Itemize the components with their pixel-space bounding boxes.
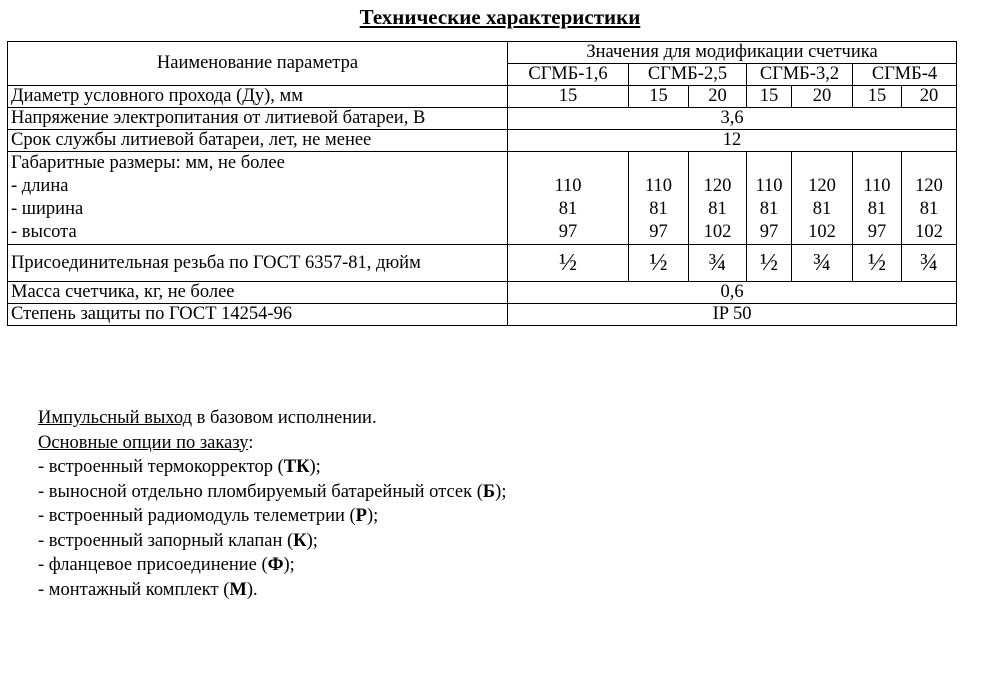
- pulse-output-line: [38, 406, 506, 431]
- spec-table: [7, 41, 957, 326]
- width-value: 81: [919, 199, 939, 219]
- height-value: 102: [915, 222, 943, 242]
- model-header: СГМБ-2,5: [629, 64, 747, 86]
- pulse-output-text: в базовом исполнении.: [191, 408, 377, 428]
- option-text: - выносной отдельно пломбируемый батарейный отсек (: [38, 481, 483, 502]
- option-item: [38, 455, 506, 480]
- dimensions-row: [8, 152, 957, 245]
- options-heading-term: Основные опции по заказу: [38, 432, 249, 453]
- option-item: [38, 529, 506, 554]
- model-header: СГМБ-4: [853, 64, 957, 86]
- table-cell: 15: [747, 86, 792, 108]
- option-item: [38, 578, 506, 603]
- table-cell: IP 50: [508, 304, 957, 326]
- page-title: Технические характеристики: [359, 5, 641, 29]
- table-cell: 12: [508, 130, 957, 152]
- option-item: [38, 553, 506, 578]
- option-end: );: [283, 555, 295, 575]
- table-cell: ¾: [792, 245, 853, 282]
- table-cell: ¾: [689, 245, 747, 282]
- height-value: 97: [649, 222, 668, 242]
- height-value: 102: [808, 222, 836, 242]
- option-item: [38, 504, 506, 529]
- height-value: 97: [558, 222, 578, 242]
- width-value: 81: [812, 199, 832, 219]
- options-heading-colon: :: [248, 432, 254, 453]
- table-cell: 15: [629, 86, 689, 108]
- diameter-row: [8, 86, 957, 108]
- width-value: 81: [759, 199, 779, 219]
- row-label: Масса счетчика, кг, не более: [8, 282, 508, 304]
- pulse-output-term: Импульсный выход: [38, 408, 192, 428]
- option-code: Б: [482, 481, 496, 502]
- width-value: 81: [708, 199, 727, 219]
- length-value: 110: [644, 176, 673, 196]
- length-value: 110: [554, 176, 582, 196]
- row-label: Степень защиты по ГОСТ 14254-96: [8, 304, 508, 326]
- notes-block: [38, 406, 506, 602]
- table-cell: 0,6: [508, 282, 957, 304]
- thread-row: [8, 245, 957, 282]
- table-cell: 15: [853, 86, 902, 108]
- option-text: - встроенный термокорректор (: [38, 457, 284, 477]
- mass-row: [8, 282, 957, 304]
- param-header: Наименование параметра: [8, 42, 508, 86]
- table-cell: 20: [902, 86, 957, 108]
- option-end: );: [306, 530, 318, 551]
- width-label: - ширина: [11, 199, 84, 219]
- length-label: - длина: [11, 176, 69, 196]
- values-header: Значения для модификации счетчика: [508, 42, 957, 64]
- table-cell: ¾: [902, 245, 957, 282]
- model-header: СГМБ-3,2: [747, 64, 853, 86]
- width-value: 81: [649, 199, 668, 219]
- option-end: );: [366, 506, 379, 526]
- header-row: [8, 42, 957, 64]
- length-value: 110: [863, 176, 891, 196]
- table-cell: [508, 152, 629, 245]
- row-label: Присоединительная резьба по ГОСТ 6357-81, дюйм: [8, 245, 508, 282]
- option-code: К: [293, 530, 307, 551]
- length-value: 120: [915, 176, 943, 196]
- height-value: 102: [703, 222, 732, 242]
- table-cell: [853, 152, 902, 245]
- battery-life-row: [8, 130, 957, 152]
- option-item: [38, 480, 506, 505]
- option-code: Ф: [267, 555, 284, 575]
- table-cell: ½: [508, 245, 629, 282]
- table-cell: ½: [629, 245, 689, 282]
- table-cell: 3,6: [508, 108, 957, 130]
- row-label: [8, 152, 508, 245]
- row-label: Диаметр условного прохода (Ду), мм: [8, 86, 508, 108]
- table-cell: 20: [689, 86, 747, 108]
- option-text: - встроенный радиомодуль телеметрии (: [38, 506, 356, 526]
- option-code: М: [229, 579, 247, 600]
- row-label: Напряжение электропитания от литиевой батареи, В: [8, 108, 508, 130]
- option-end: ).: [246, 579, 258, 600]
- height-value: 97: [759, 222, 779, 242]
- options-heading: [38, 431, 506, 456]
- option-code: Р: [355, 506, 367, 526]
- length-value: 120: [703, 176, 732, 196]
- table-cell: ½: [853, 245, 902, 282]
- height-value: 97: [867, 222, 887, 242]
- height-label: - высота: [11, 222, 77, 242]
- table-cell: [902, 152, 957, 245]
- row-label: Срок службы литиевой батареи, лет, не менее: [8, 130, 508, 152]
- option-code: ТК: [283, 457, 310, 477]
- length-value: 120: [808, 176, 836, 196]
- table-cell: [792, 152, 853, 245]
- voltage-row: [8, 108, 957, 130]
- width-value: 81: [558, 199, 578, 219]
- width-value: 81: [867, 199, 887, 219]
- length-value: 110: [755, 176, 783, 196]
- option-text: - фланцевое присоединение (: [38, 555, 268, 575]
- table-cell: 20: [792, 86, 853, 108]
- table-cell: [747, 152, 792, 245]
- option-text: - встроенный запорный клапан (: [38, 530, 294, 551]
- option-end: );: [495, 481, 507, 502]
- dimensions-label: Габаритные размеры: мм, не более: [11, 153, 285, 173]
- table-cell: 15: [508, 86, 629, 108]
- option-text: - монтажный комплект (: [38, 579, 230, 600]
- option-end: );: [309, 457, 321, 477]
- protection-row: [8, 304, 957, 326]
- table-cell: ½: [747, 245, 792, 282]
- table-cell: [689, 152, 747, 245]
- table-cell: [629, 152, 689, 245]
- model-header: СГМБ-1,6: [508, 64, 629, 86]
